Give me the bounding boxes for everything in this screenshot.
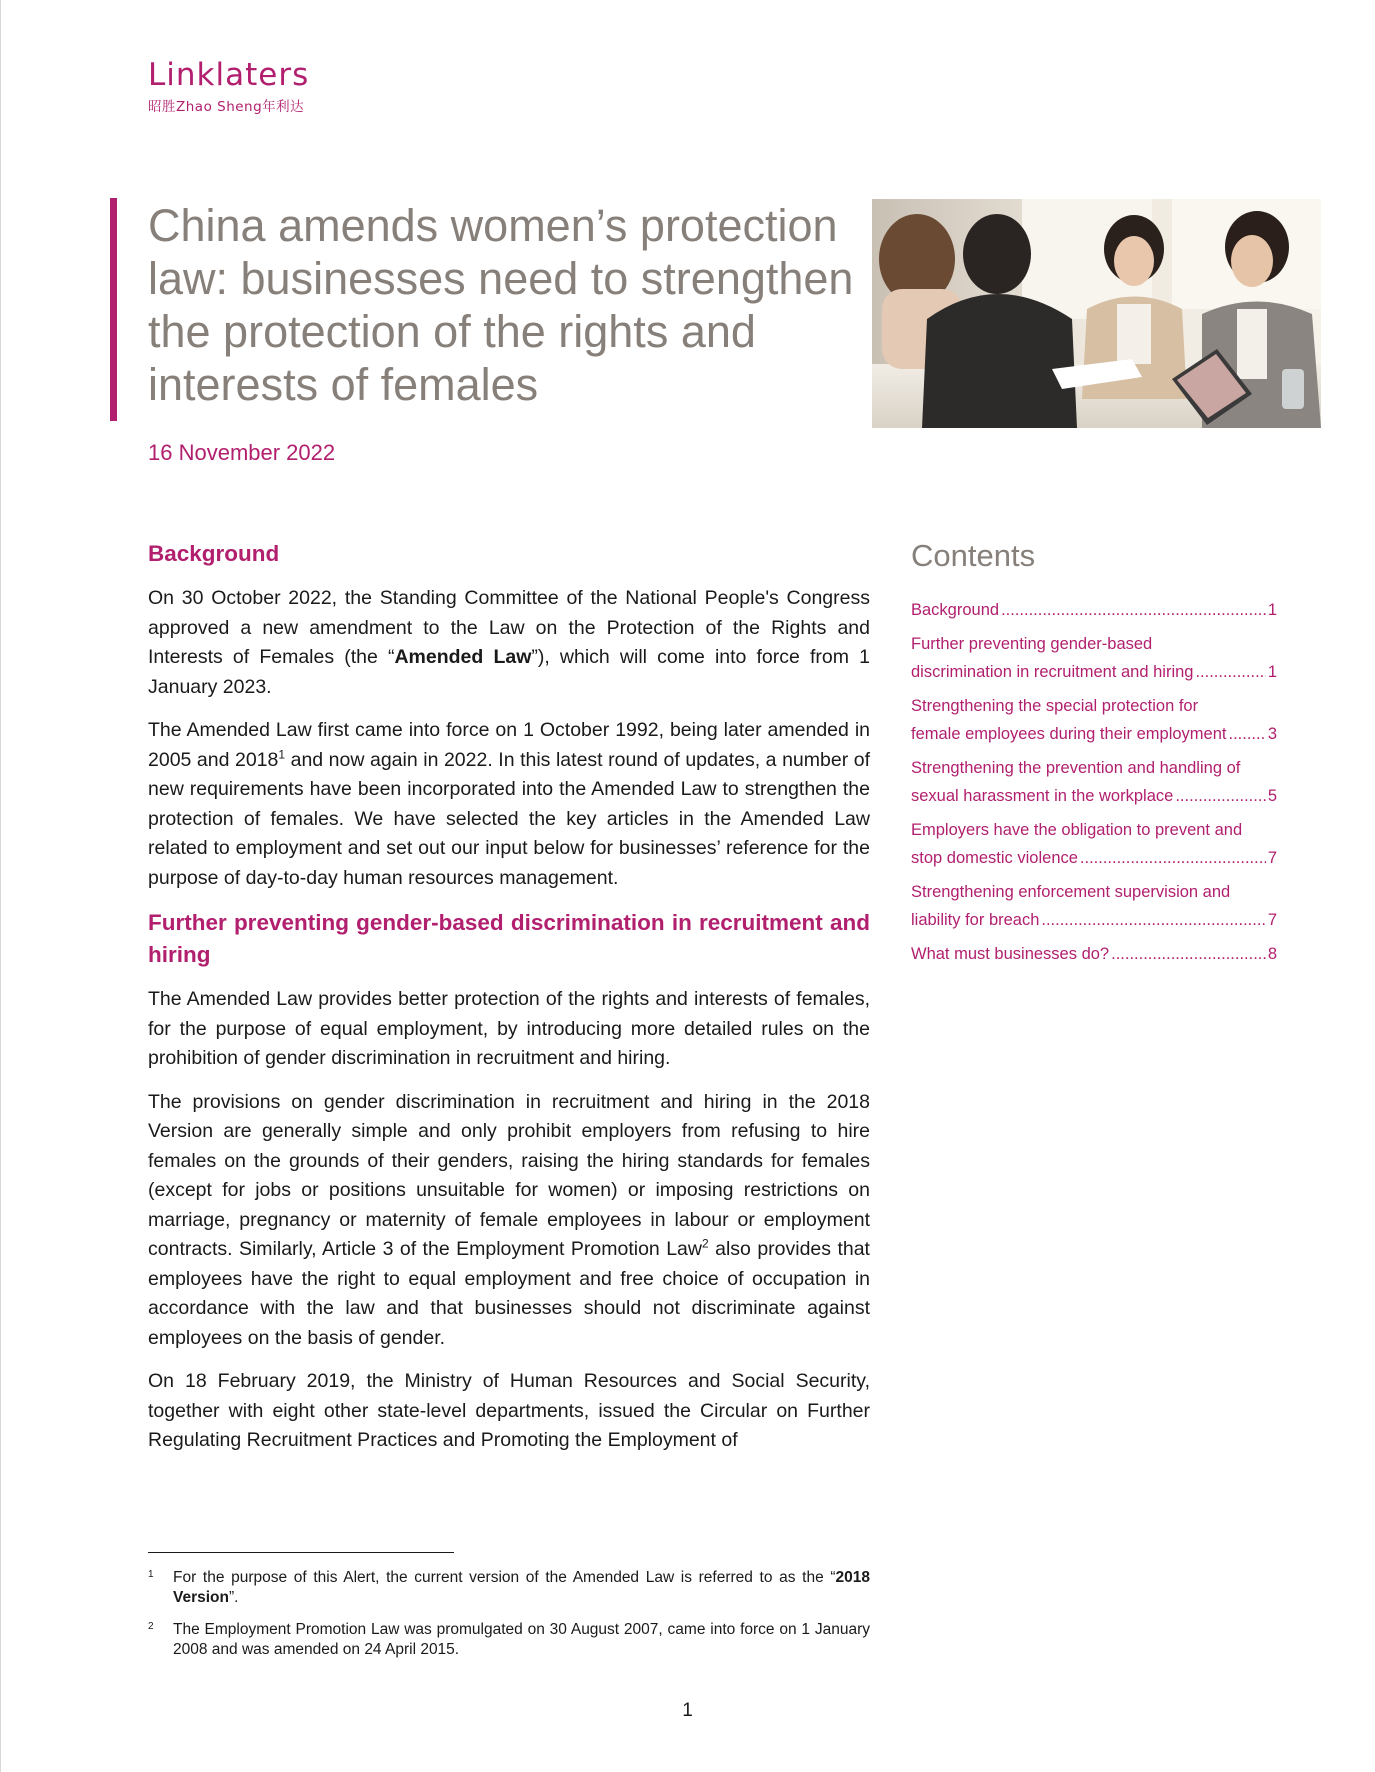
toc-entry-label: Background <box>911 601 1000 619</box>
page-number: 1 <box>682 1700 693 1721</box>
main-column <box>148 538 870 1470</box>
logo-wordmark: Linklaters <box>148 57 310 93</box>
hero-photo-office-meeting <box>872 199 1321 428</box>
toc-entry-label: stop domestic violence <box>911 849 1078 867</box>
toc-leader-dots <box>1001 596 1266 624</box>
toc-leader-dots <box>1041 906 1265 934</box>
section-heading-background: Background <box>148 541 280 566</box>
toc-entry-label-line1: Employers have the obligation to prevent and <box>911 821 1243 839</box>
table-of-contents <box>911 538 1277 974</box>
footnotes <box>148 1568 870 1672</box>
footnote-2: 2 The Employment Promotion Law was promulgated on 30 August 2007, came into force on 1 January 2008 and was amended on 24 April 2015. <box>148 1621 870 1658</box>
toc-leader-dots <box>1195 658 1265 686</box>
footnote-rule <box>148 1552 454 1553</box>
toc-page-number: 5 <box>1267 787 1277 805</box>
section-heading-discrimination: Further preventing gender-based discrimination in recruitment and hiring <box>148 910 870 967</box>
logo-subtitle: 昭胜Zhao Sheng年利达 <box>148 99 305 115</box>
toc-entry[interactable] <box>911 692 1277 748</box>
toc-entry-label: liability for breach <box>911 911 1040 929</box>
toc-leader-dots <box>1080 844 1266 872</box>
toc-entry-label: sexual harassment in the workplace <box>911 787 1174 805</box>
toc-entry-label: What must businesses do? <box>911 945 1110 963</box>
contents-title: Contents <box>911 538 1036 573</box>
toc-leader-dots <box>1229 720 1266 748</box>
toc-entry[interactable] <box>911 596 1277 624</box>
toc-page-number: 7 <box>1267 849 1277 867</box>
footnote-1: 1 For the purpose of this Alert, the current version of the Amended Law is referred to as the “2018 Version”. <box>148 1569 870 1606</box>
discrimination-paragraph-1: The Amended Law provides better protection of the rights and interests of females, for the purpose of equal employment, by introducing more detailed rules on the prohibition of gender discrimination in recruitment and hiring. <box>148 988 870 1069</box>
toc-entry[interactable] <box>911 940 1277 968</box>
toc-entry-label-line1: Further preventing gender-based <box>911 635 1153 653</box>
toc-entry[interactable] <box>911 754 1277 810</box>
toc-entry[interactable] <box>911 816 1277 872</box>
toc-entry-label: discrimination in recruitment and hiring <box>911 663 1194 681</box>
publication-date: 16 November 2022 <box>148 440 336 465</box>
background-paragraph-1: On 30 October 2022, the Standing Committee of the National People's Congress approved a new amendment to the Law on the Protection of the Rights and Interests of Females (the “Amended Law”), which will come into force from 1 January 2023. <box>148 587 870 698</box>
toc-page-number: 3 <box>1267 725 1277 743</box>
toc-entry-label-line1: Strengthening the prevention and handling of <box>911 759 1241 777</box>
footnote-ref-1[interactable]: 1 <box>278 747 286 761</box>
linklaters-logo <box>148 57 310 115</box>
toc-entry[interactable] <box>911 630 1277 686</box>
toc-entry-label: female employees during their employment <box>911 725 1227 743</box>
document-title: China amends women’s protection law: businesses need to strengthen the protection of the rights and interests of females <box>148 200 854 410</box>
discrimination-paragraph-3: On 18 February 2019, the Ministry of Human Resources and Social Security, together with eight other state-level departments, issued the Circular on Further Regulating Recruitment Practices and Promoting the Employment of <box>148 1370 870 1451</box>
toc-entry-label-line1: Strengthening enforcement supervision and <box>911 883 1231 901</box>
footnote-number: 1 <box>148 1569 154 1580</box>
footnote-ref-2[interactable]: 2 <box>701 1236 709 1251</box>
footnote-number: 2 <box>148 1621 154 1632</box>
page-edge <box>0 0 1 1772</box>
toc-page-number: 1 <box>1267 663 1277 681</box>
toc-page-number: 1 <box>1267 601 1277 619</box>
toc-leader-dots <box>1111 940 1266 968</box>
discrimination-paragraph-2: The provisions on gender discrimination in recruitment and hiring in the 2018 Version are generally simple and only prohibit employers from refusing to hire females on the grounds of their genders, raising the hiring standards for females (except for jobs or positions unsuitable for women) or imposing restrictions on marriage, pregnancy or maternity of female employees in labour or employment contracts. Similarly, Article 3 of the Employment Promotion Law$^2$ also provides that employees have the right to equal employment and free choice of occupation in accordance with the law and that businesses should not discriminate against employees on the basis of gender. <box>148 1090 870 1349</box>
toc-page-number: 8 <box>1267 945 1277 963</box>
toc-entry-label-line1: Strengthening the special protection for <box>911 697 1199 715</box>
toc-leader-dots <box>1175 782 1266 810</box>
toc-entry[interactable] <box>911 878 1277 934</box>
background-paragraph-2: The Amended Law first came into force on 1 October 1992, being later amended in 2005 and 2018$^1$ and now again in 2022. In this latest round of updates, a number of new requirements have been incorporated into the Amended Law to strengthen the protection of females. We have selected the key articles in the Amended Law related to employment and set out our input below for businesses’ reference for the purpose of day-to-day human resources management. <box>148 719 870 889</box>
title-accent-bar <box>110 198 117 421</box>
toc-list <box>911 596 1277 968</box>
toc-page-number: 7 <box>1267 911 1277 929</box>
